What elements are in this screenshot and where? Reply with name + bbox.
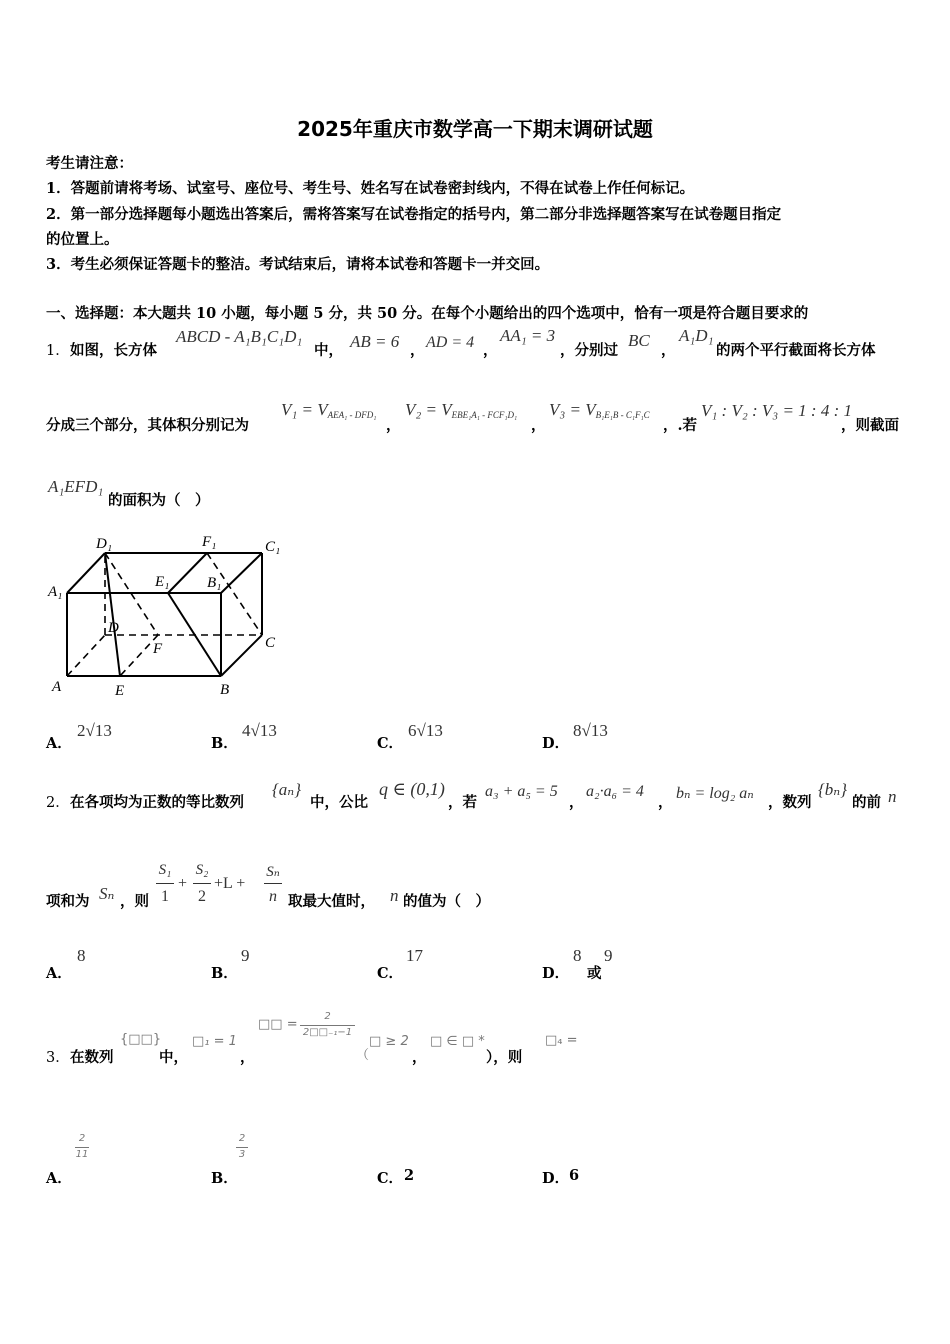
q3-option-c-key[interactable]: C．: [377, 1170, 404, 1187]
label-c1: C₁: [265, 539, 281, 555]
q1-math-section: A₁EFD₁: [48, 477, 104, 496]
q1-math-bc: BC: [628, 331, 650, 350]
q2-frac2-bar: [193, 883, 211, 884]
q2-frac3-num: Sₙ: [266, 864, 280, 880]
q3-option-a-bar: [75, 1147, 89, 1148]
q1-text-7: 的两个平行截面将长方体: [716, 342, 876, 359]
q2-math-product: a₂·a₆ = 4: [586, 783, 644, 800]
q1-text-8: 分成三个部分，其体积分别记为: [46, 417, 249, 434]
q2-text-5: ，: [658, 794, 673, 811]
q1-text-6: ，: [661, 342, 676, 359]
q3-math-recur-bar: [300, 1025, 355, 1026]
q1-math-ratio: V₁ : V₂ : V₃ = 1 : 4 : 1: [701, 401, 852, 420]
q2-option-b-value: 9: [241, 946, 250, 965]
q3-option-a-num: 2: [78, 1133, 86, 1144]
cuboid-figure: [40, 530, 300, 700]
q2-frac1-bar: [156, 883, 174, 884]
notice-item-2b: 的位置上。: [46, 231, 119, 248]
q1-option-c-key[interactable]: C．: [377, 735, 404, 752]
q1-option-d-value: 8√13: [573, 721, 608, 740]
q3-math-a4: □₄ =: [545, 1033, 578, 1048]
notice-item-2a: 2．第一部分选择题每小题选出答案后，需将答案写在试卷指定的括号内，第二部分非选择题答案写在试卷题目指定: [46, 206, 782, 223]
q3-text-2: 中，: [159, 1049, 188, 1066]
q3-text-1: 在数列: [70, 1049, 114, 1066]
q1-text-5: ，分别过: [560, 342, 618, 359]
q3-option-b-bar: [236, 1147, 248, 1148]
q2-text-10: 取最大值时，: [288, 893, 375, 910]
q2-option-d-or: 或: [587, 965, 602, 982]
label-b: B: [220, 682, 230, 698]
q2-option-a-key[interactable]: A．: [46, 965, 72, 982]
q2-text-2: 中，公比: [310, 794, 368, 811]
q2-frac1-den: 1: [161, 888, 169, 905]
q3-math-recur-lhs: □□ =: [258, 1017, 298, 1032]
q3-option-b-num: 2: [238, 1133, 246, 1144]
q2-frac2-den: 2: [198, 888, 206, 905]
q2-math-n2: n: [390, 886, 399, 905]
q1-option-c-value: 6√13: [408, 721, 443, 740]
q1-option-a-value: 2√13: [77, 721, 112, 740]
q2-text-3: ，若: [448, 794, 477, 811]
q3-option-d-key[interactable]: D．: [542, 1170, 570, 1187]
q3-math-recur-num: 2: [324, 1011, 331, 1022]
q2-option-c-key[interactable]: C．: [377, 965, 404, 982]
label-d: D: [108, 620, 119, 636]
q1-math-v2: $V_2 = V_{EBE_1A_1 - FCF_1D_1}$: [405, 400, 518, 420]
q2-number: 2．: [46, 795, 70, 811]
label-d1: D₁: [96, 536, 113, 552]
q3-text-3: ，: [240, 1049, 255, 1066]
q1-text-4: ，: [483, 342, 498, 359]
q2-math-bn-seq: {bₙ}: [818, 780, 847, 799]
q1-math-v1: $V_1 = V_{AEA_1 - DFD_1}$: [281, 400, 377, 420]
q2-math-n: n: [888, 787, 897, 806]
q1-math-v3: $V_3 = V_{B_1E_1B - C_1F_1C}$: [549, 400, 650, 420]
q2-text-8: 项和为: [46, 893, 90, 910]
q3-math-nin: □ ∈ □ *: [430, 1034, 485, 1049]
q1-text-13: 的面积为（ ）: [108, 492, 210, 509]
notice-heading: 考生请注意：: [46, 155, 133, 172]
q1-option-b-key[interactable]: B．: [211, 735, 238, 752]
q2-frac3-bar: [264, 883, 282, 884]
q1-text-12: ，则截面: [841, 417, 899, 434]
q2-text-1: 在各项均为正数的等比数列: [70, 794, 244, 811]
page-title: 2025年重庆市数学高一下期末调研试题: [297, 117, 653, 141]
q2-option-d-value2: 9: [604, 946, 613, 965]
q1-math-a1d1: A₁D₁: [679, 326, 714, 345]
q1-number: 1．: [46, 343, 70, 359]
q2-frac2-num: S₂: [195, 862, 209, 878]
q2-option-d-value: 8: [573, 946, 582, 965]
q2-option-d-key[interactable]: D．: [542, 965, 570, 982]
q3-option-d-value: 6: [569, 1167, 580, 1184]
q1-option-d-key[interactable]: D．: [542, 735, 570, 752]
q1-option-b-value: 4√13: [242, 721, 277, 740]
label-a1: A₁: [48, 584, 63, 600]
q1-math-ab: AB = 6: [350, 332, 400, 351]
q2-math-sum: a₃ + a₅ = 5: [485, 783, 558, 800]
q1-text-9: ，: [386, 417, 401, 434]
label-f: F: [153, 641, 163, 657]
q2-math-q: q ∈ (0,1): [379, 779, 445, 799]
q2-option-b-key[interactable]: B．: [211, 965, 238, 982]
q1-text-2: 中，: [314, 342, 343, 359]
label-e1: E₁: [155, 574, 170, 590]
label-b1: B₁: [207, 575, 222, 591]
q1-math-ad: AD = 4: [426, 334, 475, 351]
q2-math-bn: bₙ = log₂ aₙ: [676, 785, 754, 802]
label-a: A: [52, 679, 62, 695]
q2-text-11: 的值为（ ）: [403, 893, 490, 910]
label-f1: F₁: [202, 534, 217, 550]
q2-frac1-num: S₁: [158, 862, 172, 878]
q2-frac3-den: n: [269, 888, 277, 905]
q2-plus-1: +: [178, 875, 188, 892]
q1-option-a-key[interactable]: A．: [46, 735, 72, 752]
q2-option-c-value: 17: [406, 946, 423, 965]
q2-option-a-value: 8: [77, 946, 86, 965]
q3-math-seq: {□□}: [120, 1032, 162, 1047]
q3-math-ngeq: □ ≥ 2: [369, 1034, 409, 1049]
q1-text-3: ，: [410, 342, 425, 359]
q3-text-4: ，: [412, 1049, 427, 1066]
q1-math-aa1: AA₁ = 3: [500, 326, 556, 345]
q1-text-11: ，.若: [663, 417, 698, 434]
q3-text-5: ），则: [486, 1049, 523, 1066]
q3-option-b-key[interactable]: B．: [211, 1170, 238, 1187]
q3-option-b-den: 3: [238, 1149, 246, 1160]
notice-item-3: 3．考生必须保证答题卡的整洁。考试结束后，请将本试卷和答题卡一并交回。: [46, 256, 550, 273]
q3-option-c-value: 2: [404, 1167, 415, 1184]
label-c: C: [265, 635, 276, 651]
label-e: E: [115, 683, 125, 699]
q3-option-a-den: 11: [75, 1149, 89, 1160]
q2-text-6: ，数列: [768, 794, 812, 811]
q1-text-10: ，: [531, 417, 546, 434]
section-heading: 一、选择题：本大题共 10 小题，每小题 5 分，共 50 分。在每个小题给出的四个选项中，恰有一项是符合题目要求的: [46, 305, 809, 322]
q2-ellipsis: +L +: [214, 875, 246, 892]
q3-math-paren: （: [356, 1048, 370, 1063]
q2-text-9: ，则: [120, 893, 149, 910]
q2-math-an: {aₙ}: [272, 780, 301, 799]
q2-math-sn: Sₙ: [99, 884, 115, 903]
q3-math-a1: □₁ = 1: [192, 1034, 237, 1049]
q2-text-7: 的前: [852, 794, 881, 811]
q3-option-a-key[interactable]: A．: [46, 1170, 72, 1187]
q2-text-4: ，: [569, 794, 584, 811]
notice-item-1: 1．答题前请将考场、试室号、座位号、考生号、姓名写在试卷密封线内，不得在试卷上作任何标记。: [46, 180, 695, 197]
q1-math-cuboid: ABCD - A₁B₁C₁D₁: [176, 327, 303, 346]
q3-math-recur-den: 2□□₋₁−1: [302, 1027, 353, 1038]
q1-text-1: 如图，长方体: [70, 342, 157, 359]
q3-number: 3．: [46, 1050, 70, 1066]
